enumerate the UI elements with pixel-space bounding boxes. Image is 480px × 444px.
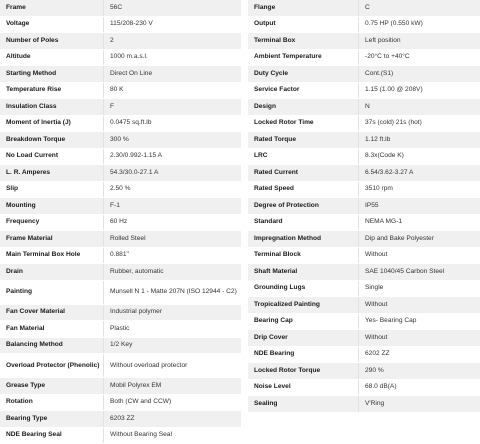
spec-row bbox=[248, 198, 480, 215]
spec-row bbox=[0, 248, 241, 265]
spec-row bbox=[248, 380, 480, 397]
spec-label: Altitude bbox=[0, 53, 103, 61]
spec-row bbox=[0, 66, 241, 83]
spec-value: 2.50 % bbox=[103, 182, 241, 198]
spec-label: Bearing Type bbox=[0, 415, 103, 423]
spec-label: Design bbox=[248, 103, 358, 111]
spec-label: Grounding Lugs bbox=[248, 284, 358, 292]
spec-label: Ambient Temperature bbox=[248, 53, 358, 61]
spec-value: Rubber, automatic bbox=[103, 264, 241, 280]
spec-label: Tropicalized Painting bbox=[248, 301, 358, 309]
spec-row bbox=[248, 50, 480, 67]
spec-label: Painting bbox=[0, 288, 103, 296]
spec-row bbox=[248, 363, 480, 380]
spec-value: C bbox=[358, 0, 480, 16]
spec-value: Rolled Steel bbox=[103, 231, 241, 247]
spec-row bbox=[248, 231, 480, 248]
spec-row bbox=[0, 305, 241, 322]
spec-label: Fan Cover Material bbox=[0, 308, 103, 316]
spec-row bbox=[248, 264, 480, 281]
spec-label: Sealing bbox=[248, 400, 358, 408]
spec-label: Grease Type bbox=[0, 382, 103, 390]
spec-value: 0.881" bbox=[103, 248, 241, 264]
spec-row bbox=[0, 198, 241, 215]
spec-label: Voltage bbox=[0, 20, 103, 28]
spec-row bbox=[248, 248, 480, 265]
spec-value: NEMA MG-1 bbox=[358, 215, 480, 231]
spec-value: Left position bbox=[358, 33, 480, 49]
spec-row bbox=[248, 17, 480, 34]
spec-label: Standard bbox=[248, 218, 358, 226]
spec-label: Terminal Box bbox=[248, 37, 358, 45]
spec-value: 1.12 ft.lb bbox=[358, 132, 480, 148]
spec-row bbox=[248, 132, 480, 149]
spec-value: Single bbox=[358, 281, 480, 297]
spec-row bbox=[0, 132, 241, 149]
spec-value: Without overload protector bbox=[103, 354, 241, 377]
spec-row bbox=[0, 50, 241, 67]
spec-value: 37s (cold) 21s (hot) bbox=[358, 116, 480, 132]
spec-row bbox=[248, 182, 480, 199]
spec-value: 54.3/30.0-27.1 A bbox=[103, 165, 241, 181]
spec-row bbox=[0, 99, 241, 116]
spec-label: Breakdown Torque bbox=[0, 136, 103, 144]
spec-value: 115/208-230 V bbox=[103, 17, 241, 33]
spec-value: F-1 bbox=[103, 198, 241, 214]
spec-label: Rated Torque bbox=[248, 136, 358, 144]
spec-row bbox=[248, 314, 480, 331]
spec-label: Frame Material bbox=[0, 235, 103, 243]
spec-label: Balancing Method bbox=[0, 341, 103, 349]
spec-row bbox=[0, 264, 241, 281]
spec-row bbox=[0, 411, 241, 428]
spec-label: Locked Rotor Torque bbox=[248, 367, 358, 375]
spec-value: 6.54/3.62-3.27 A bbox=[358, 165, 480, 181]
spec-value: 2.30/0.992-1.15 A bbox=[103, 149, 241, 165]
spec-label: NDE Bearing Seal bbox=[0, 431, 103, 439]
spec-label: Drip Cover bbox=[248, 334, 358, 342]
spec-row bbox=[0, 338, 241, 355]
spec-label: Fan Material bbox=[0, 325, 103, 333]
spec-label: Output bbox=[248, 20, 358, 28]
spec-label: Starting Method bbox=[0, 70, 103, 78]
right-spec-table bbox=[248, 0, 480, 413]
spec-row bbox=[0, 378, 241, 395]
spec-value: Plastic bbox=[103, 321, 241, 337]
spec-label: Main Terminal Box Hole bbox=[0, 251, 103, 259]
spec-value: Both (CW and CCW) bbox=[103, 395, 241, 411]
spec-row bbox=[0, 33, 241, 50]
spec-label: Service Factor bbox=[248, 86, 358, 94]
spec-row bbox=[0, 165, 241, 182]
spec-row bbox=[248, 297, 480, 314]
spec-row bbox=[0, 321, 241, 338]
spec-row bbox=[0, 395, 241, 412]
spec-value: 8.3x(Code K) bbox=[358, 149, 480, 165]
spec-value: Cont.(S1) bbox=[358, 66, 480, 82]
spec-row bbox=[248, 165, 480, 182]
spec-row bbox=[0, 354, 241, 378]
spec-row bbox=[0, 116, 241, 133]
spec-value: Munsell N 1 - Matte 207N (ISO 12944 - C2) bbox=[103, 281, 241, 304]
spec-label: Rated Speed bbox=[248, 185, 358, 193]
spec-value: IP55 bbox=[358, 198, 480, 214]
spec-value: Dip and Bake Polyester bbox=[358, 231, 480, 247]
spec-label: Locked Rotor Time bbox=[248, 119, 358, 127]
spec-label: NDE Bearing bbox=[248, 350, 358, 358]
spec-label: Flange bbox=[248, 4, 358, 12]
spec-value: Without bbox=[358, 248, 480, 264]
spec-label: Number of Poles bbox=[0, 37, 103, 45]
spec-row bbox=[0, 17, 241, 34]
spec-value: 290 % bbox=[358, 363, 480, 379]
spec-value: 60 Hz bbox=[103, 215, 241, 231]
spec-value: 1.15 (1.00 @ 208V) bbox=[358, 83, 480, 99]
spec-label: Bearing Cap bbox=[248, 317, 358, 325]
spec-row bbox=[0, 182, 241, 199]
spec-row bbox=[248, 330, 480, 347]
spec-value: 6203 ZZ bbox=[103, 411, 241, 427]
spec-value: 6202 ZZ bbox=[358, 347, 480, 363]
spec-value: -20°C to +40°C bbox=[358, 50, 480, 66]
spec-value: N bbox=[358, 99, 480, 115]
spec-row bbox=[248, 347, 480, 364]
spec-row bbox=[0, 0, 241, 17]
spec-row bbox=[248, 66, 480, 83]
spec-label: Duty Cycle bbox=[248, 70, 358, 78]
spec-label: Mounting bbox=[0, 202, 103, 210]
spec-label: Degree of Protection bbox=[248, 202, 358, 210]
spec-row bbox=[248, 99, 480, 116]
spec-label: Frame bbox=[0, 4, 103, 12]
spec-value: 68.0 dB(A) bbox=[358, 380, 480, 396]
spec-value: 3510 rpm bbox=[358, 182, 480, 198]
spec-label: Rotation bbox=[0, 398, 103, 406]
spec-row bbox=[0, 83, 241, 100]
spec-row bbox=[248, 281, 480, 298]
spec-value: Industrial polymer bbox=[103, 305, 241, 321]
spec-label: Temperature Rise bbox=[0, 86, 103, 94]
spec-value: F bbox=[103, 99, 241, 115]
spec-row bbox=[248, 83, 480, 100]
spec-value: 300 % bbox=[103, 132, 241, 148]
spec-label: Terminal Block bbox=[248, 251, 358, 259]
spec-label: Rated Current bbox=[248, 169, 358, 177]
spec-value: Without Bearing Seal bbox=[103, 428, 241, 444]
spec-value: 80 K bbox=[103, 83, 241, 99]
spec-value: 0.75 HP (0.550 kW) bbox=[358, 17, 480, 33]
spec-value: Mobil Polyrex EM bbox=[103, 378, 241, 394]
spec-row bbox=[248, 33, 480, 50]
spec-label: Moment of Inertia (J) bbox=[0, 119, 103, 127]
spec-row bbox=[0, 281, 241, 305]
spec-value: 1/2 Key bbox=[103, 338, 241, 354]
spec-label: Impregnation Method bbox=[248, 235, 358, 243]
spec-value: 2 bbox=[103, 33, 241, 49]
spec-label: Frequency bbox=[0, 218, 103, 226]
spec-value: 0.0475 sq.ft.lb bbox=[103, 116, 241, 132]
spec-label: Drain bbox=[0, 268, 103, 276]
spec-row bbox=[0, 428, 241, 444]
spec-row bbox=[248, 149, 480, 166]
spec-row bbox=[0, 231, 241, 248]
spec-value: Without bbox=[358, 297, 480, 313]
spec-label: Noise Level bbox=[248, 383, 358, 391]
spec-row bbox=[248, 116, 480, 133]
spec-row bbox=[0, 215, 241, 232]
spec-value: V'Ring bbox=[358, 396, 480, 412]
spec-label: Insulation Class bbox=[0, 103, 103, 111]
spec-row bbox=[0, 149, 241, 166]
spec-row bbox=[248, 396, 480, 413]
spec-value: 1000 m.a.s.l. bbox=[103, 50, 241, 66]
spec-label: Overload Protector (Phenolic) bbox=[0, 362, 103, 370]
spec-label: No Load Current bbox=[0, 152, 103, 160]
spec-value: Yes- Bearing Cap bbox=[358, 314, 480, 330]
spec-label: LRC bbox=[248, 152, 358, 160]
spec-value: Direct On Line bbox=[103, 66, 241, 82]
spec-label: L. R. Amperes bbox=[0, 169, 103, 177]
spec-value: Without bbox=[358, 330, 480, 346]
spec-row bbox=[248, 215, 480, 232]
spec-label: Slip bbox=[0, 185, 103, 193]
spec-label: Shaft Material bbox=[248, 268, 358, 276]
spec-value: 56C bbox=[103, 0, 241, 16]
spec-row bbox=[248, 0, 480, 17]
spec-value: SAE 1040/45 Carbon Steel bbox=[358, 264, 480, 280]
